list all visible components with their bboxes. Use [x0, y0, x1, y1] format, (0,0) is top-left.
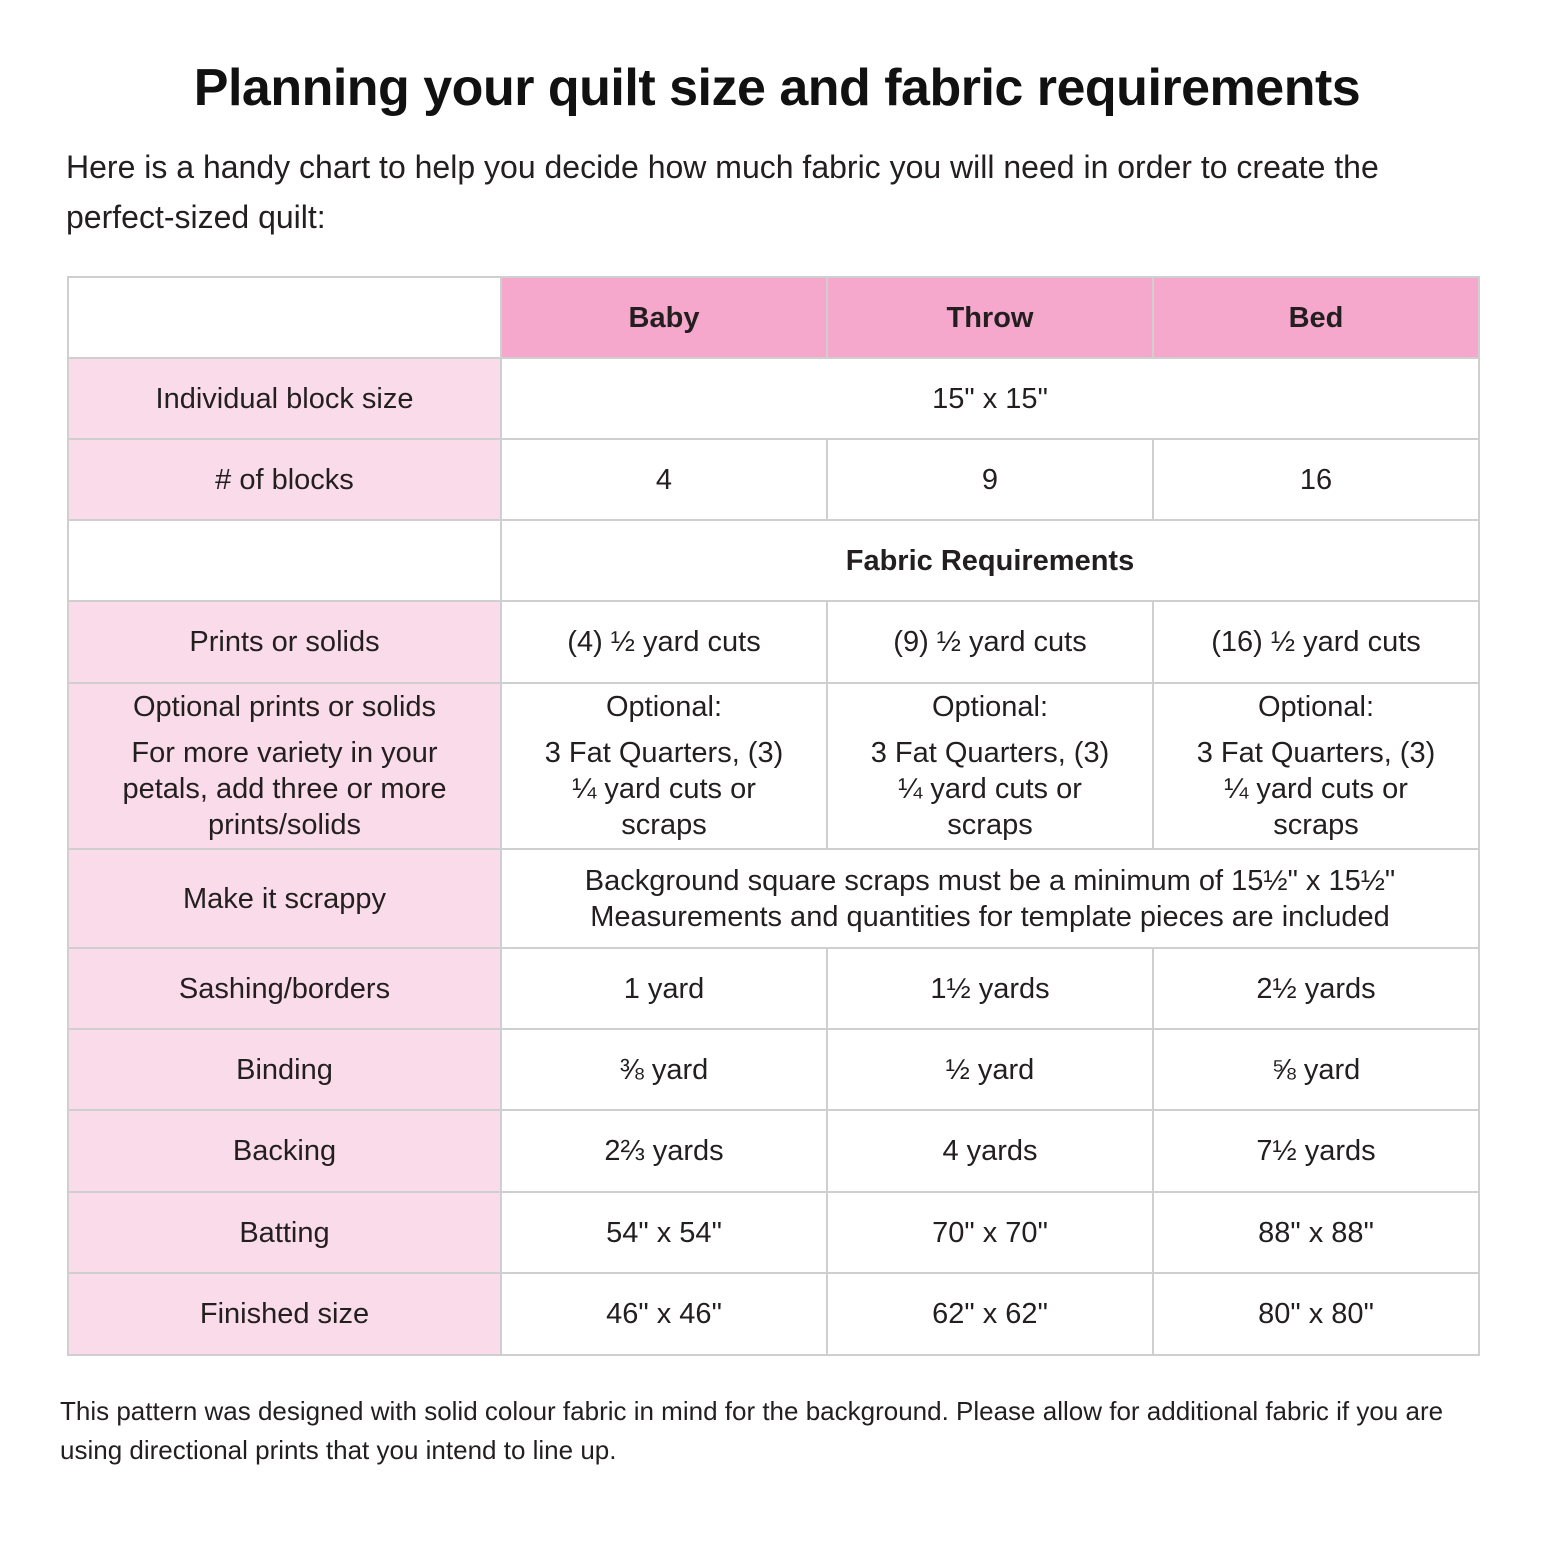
fabric-requirements-table — [67, 276, 1480, 1356]
finished-baby: 46" x 46" — [501, 1273, 827, 1355]
optional-heading: Optional: — [605, 691, 723, 723]
column-header-baby: Baby — [501, 277, 827, 358]
header-empty-cell — [68, 277, 501, 358]
intro-text: Here is a handy chart to help you decide how much fabric you will need in order to create the perfect-sized quilt: — [66, 149, 1379, 235]
batting-throw: 70" x 70" — [827, 1192, 1153, 1273]
row-label-backing: Backing — [68, 1110, 501, 1192]
row-label-block-size: Individual block size — [68, 358, 501, 439]
batting-bed: 88" x 88" — [1153, 1192, 1479, 1273]
footnote: This pattern was designed with solid colour fabric in mind for the background. Please allow for additional fabric if you are using directional prints that you intend to line up. — [60, 1396, 1444, 1465]
row-batting — [68, 1192, 1479, 1273]
prints-throw: (9) ½ yard cuts — [827, 601, 1153, 683]
scrappy-value — [501, 849, 1479, 948]
sashing-throw: 1½ yards — [827, 948, 1153, 1029]
optional-heading: Optional: — [931, 691, 1049, 723]
sashing-bed: 2½ yards — [1153, 948, 1479, 1029]
batting-baby: 54" x 54" — [501, 1192, 827, 1273]
prints-bed: (16) ½ yard cuts — [1153, 601, 1479, 683]
row-prints — [68, 601, 1479, 683]
finished-throw: 62" x 62" — [827, 1273, 1153, 1355]
scrappy-line-1: Background square scraps must be a minimum of 15½" x 15½" — [584, 864, 1396, 897]
section-empty-cell — [68, 520, 501, 601]
num-blocks-baby: 4 — [501, 439, 827, 520]
prints-baby: (4) ½ yard cuts — [501, 601, 827, 683]
row-label-batting: Batting — [68, 1192, 501, 1273]
optional-heading: Optional: — [1257, 691, 1375, 723]
optional-throw-text: 3 Fat Quarters, (3) ¼ yard cuts or scraps — [870, 737, 1110, 841]
column-header-bed: Bed — [1153, 277, 1479, 358]
optional-throw — [827, 683, 1153, 849]
backing-baby: 2⅔ yards — [501, 1110, 827, 1192]
row-label-scrappy: Make it scrappy — [68, 849, 501, 948]
row-block-size — [68, 358, 1479, 439]
sashing-baby: 1 yard — [501, 948, 827, 1029]
row-section-heading — [68, 520, 1479, 601]
optional-bed — [1153, 683, 1479, 849]
optional-label: Optional prints or solids — [132, 691, 437, 723]
optional-baby-text: 3 Fat Quarters, (3) ¼ yard cuts or scraps — [544, 737, 784, 841]
finished-bed: 80" x 80" — [1153, 1273, 1479, 1355]
column-header-throw: Throw — [827, 277, 1153, 358]
header-row — [68, 277, 1479, 358]
binding-bed: ⅝ yard — [1153, 1029, 1479, 1110]
row-binding — [68, 1029, 1479, 1110]
row-sashing — [68, 948, 1479, 1029]
optional-bed-text: 3 Fat Quarters, (3) ¼ yard cuts or scraps — [1196, 737, 1436, 841]
optional-sublabel: For more variety in your petals, add three or more prints/solids — [122, 737, 447, 841]
backing-throw: 4 yards — [827, 1110, 1153, 1192]
page-title: Planning your quilt size and fabric requirements — [193, 59, 1361, 117]
row-label-sashing: Sashing/borders — [68, 948, 501, 1029]
scrappy-line-2: Measurements and quantities for template pieces are included — [590, 900, 1390, 933]
row-scrappy — [68, 849, 1479, 948]
section-heading-fabric-requirements: Fabric Requirements — [501, 520, 1479, 601]
block-size-value: 15" x 15" — [501, 358, 1479, 439]
row-label-optional — [68, 683, 501, 849]
row-backing — [68, 1110, 1479, 1192]
row-label-finished: Finished size — [68, 1273, 501, 1355]
row-label-prints: Prints or solids — [68, 601, 501, 683]
binding-throw: ½ yard — [827, 1029, 1153, 1110]
row-optional — [68, 683, 1479, 849]
backing-bed: 7½ yards — [1153, 1110, 1479, 1192]
row-num-blocks — [68, 439, 1479, 520]
num-blocks-bed: 16 — [1153, 439, 1479, 520]
optional-baby — [501, 683, 827, 849]
row-finished — [68, 1273, 1479, 1355]
row-label-num-blocks: # of blocks — [68, 439, 501, 520]
row-label-binding: Binding — [68, 1029, 501, 1110]
num-blocks-throw: 9 — [827, 439, 1153, 520]
binding-baby: ⅜ yard — [501, 1029, 827, 1110]
